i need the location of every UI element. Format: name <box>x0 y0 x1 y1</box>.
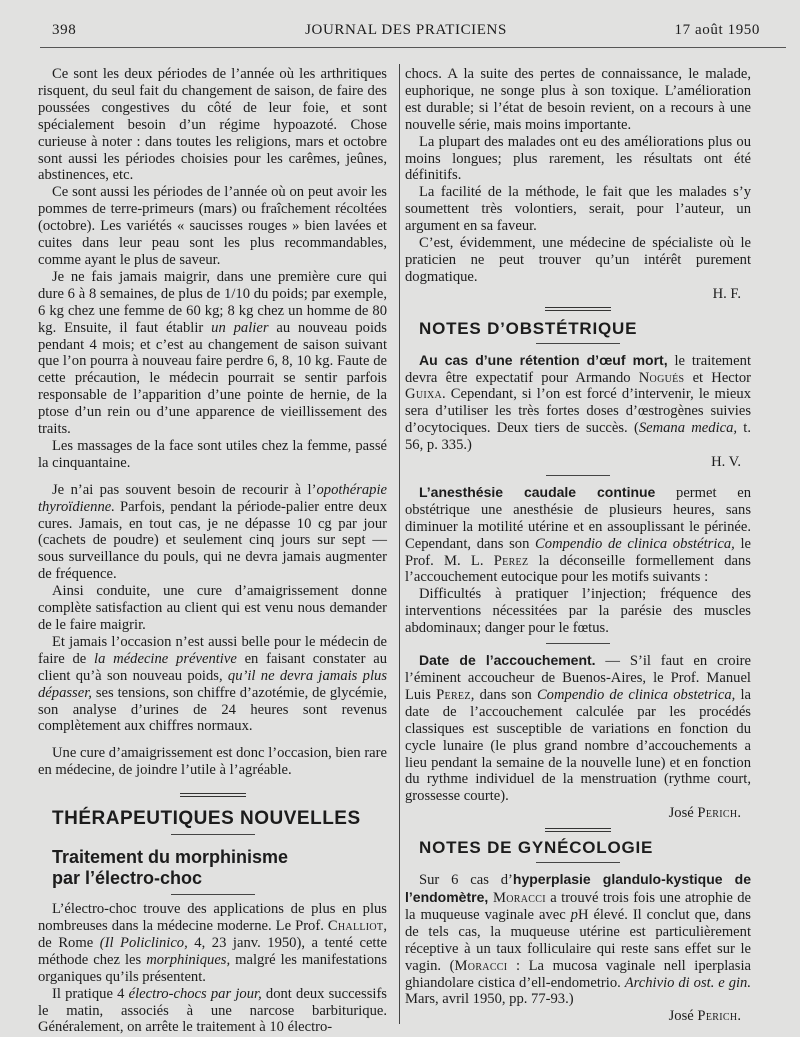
issue-date: 17 août 1950 <box>674 22 760 38</box>
page-number: 398 <box>52 22 77 38</box>
right-column <box>405 66 751 1025</box>
running-header <box>52 22 760 44</box>
section-title: NOTES D’OBSTÉTRIQUE <box>419 318 638 338</box>
paragraph: Ainsi conduite, une cure d’amaigrissement donne complète satisfaction au client qui est venu nous demander de le faire maigrir. <box>38 583 387 633</box>
note-paragraph: Au cas d’une rétention d’œuf mort, le traitement devra être expectatif pour Armando Nogués et Hector Guixa. Cependant, si l’on est forcé d’intervenir, le mieux sera d’utiliser les très fortes doses d’œstrogènes suivies d’ocytociques. Deux tiers de succès. (Semana medica, t. 56, p. 335.) <box>405 351 751 454</box>
signature: José Perich. <box>668 1008 741 1025</box>
section-title: THÉRAPEUTIQUES NOUVELLES <box>52 808 361 830</box>
paragraph: Il pratique 4 électro-chocs par jour, dont deux successifs le matin, associés à une narcose barbiturique. Généralement, on arrête le traitement à 10 électro- <box>38 985 387 1036</box>
paragraph: Ce sont les deux périodes de l’année où les arthritiques risquent, du seul fait du changement de saison, de faire des poussées congestives du côté de leur foie, et sont spécialement besoin d’un régime hypoazoté. Chose curieuse à noter : dans toutes les religions, mars et octobre sont aussi les périodes choisies pour les carêmes, jeûnes, abstinences, etc. <box>38 66 387 184</box>
signature: H. V. <box>711 454 741 471</box>
header-rule <box>40 47 786 48</box>
note-paragraph: L’anesthésie caudale continue permet en obstétrique une anesthésie de plusieurs heures, sans diminuer la motilité utérine et en assouplissant le périnée. Cependant, dans son Compendio de clinica obstétrica, le Prof. M. L. Perez la déconseille formellement dans l’accouchement eutocique pour les motifs suivants : <box>405 483 751 586</box>
column-divider <box>399 64 400 1024</box>
paragraph: Je ne fais jamais maigrir, dans une première cure qui dure 6 à 8 semaines, de plus de 1/10 du poids; par exemple, 6 kg chez une femme de 60 kg; 8 kg chez un homme de 80 kg. Ensuite, il faut établir un palier au nouveau poids pendant 4 mois; et c’est au changement de saison suivant que l’on pourra à nouveau faire perdre 6, 8, 10 kg. Faute de cette précaution, le médecin pourrait se sentir parfois responsable de l’apparition d’une pointe de hernie, de la ptose d’un rein ou d’une apparence de vieillissement des traits. <box>38 268 387 438</box>
paragraph: L’électro-choc trouve des applications de plus en plus nombreuses dans la médecine moderne. Le Prof. Challiot, de Rome (Il Policlinico, 4, 23 janv. 1950), a tenté cette méthode chez les morphiniques, malgré les manifestations organiques qu’ils présentent. <box>38 901 388 985</box>
article-title: par l’électro-choc <box>52 868 203 889</box>
paragraph: Difficultés à pratiquer l’injection; fréquence des interventions nécessitées par la parésie des muscles abdominaux; danger pour le fœtus. <box>405 586 751 637</box>
paragraph: Les massages de la face sont utiles chez la femme, passé la cinquantaine. <box>38 437 387 471</box>
paragraph: Et jamais l’occasion n’est aussi belle pour le médecin de faire de la médecine préventive en faisant constater au client qu’à son nouveau poids, qu’il ne devra jamais plus dépasser, ses tensions, son chiffre d’azotémie, de glycémie, son analyse d’urines de 24 heures sont revenus complètement aux chiffres normaux. <box>38 633 388 735</box>
paragraph: Ce sont aussi les périodes de l’année où on peut avoir les pommes de terre-primeurs (mars) ou fraîchement récoltées (octobre). Les variétés « saucisses rouges » bien lavées et cuites dans leur peau sont les plus recommandables, comme ayant le plus de saveur. <box>38 184 387 268</box>
note-paragraph: Sur 6 cas d’hyperplasie glandulo-kystique de l’endomètre, Moracci a trouvé trois fois une atrophie de la muqueuse vaginale avec pH élevé. Il conclut que, dans de tels cas, la muqueuse utérine est particulièrement réceptive à un taux folliculaire qui reste sans effet sur le vagin. (Moracci : La mucosa vaginale nell iperplasia ghiandolare cistica d’ell-endometrio. Archivio di ost. e gin. Mars, avril 1950, pp. 77-93.) <box>405 871 752 1008</box>
paragraph: La plupart des malades ont eu des améliorations plus ou moins longues; plus rarement, les résultats ont été définitifs. <box>405 133 751 184</box>
left-column <box>38 66 387 1036</box>
paragraph: Je n’ai pas souvent besoin de recourir à l’opothérapie thyroïdienne. Parfois, pendant la période-palier entre deux cures. Jamais, en tout cas, je ne dépasse 10 cg par jour (cachets de poudre) et seulement cinq jours sur sept — sous surveillance du pouls, qui ne devra jamais augmenter de fréquence. <box>38 481 387 583</box>
paragraph: La facilité de la méthode, le fait que les malades s’y soumettent très volontiers, serait, pour l’auteur, un argument en sa faveur. <box>405 184 751 235</box>
paragraph: chocs. A la suite des pertes de connaissance, le malade, euphorique, ne songe plus à son toxique. L’amélioration est durable; si l’état de besoin revient, on a recours à une nouvelle série, mais moins importante. <box>405 66 751 133</box>
signature: H. F. <box>712 285 741 302</box>
journal-title: JOURNAL DES PRATICIENS <box>305 22 507 38</box>
signature: José Perich. <box>668 805 741 822</box>
paragraph: C’est, évidemment, une médecine de spécialiste où le praticien ne peut trouver qu’un intérêt purement dogmatique. <box>405 235 751 285</box>
article-title: Traitement du morphinisme <box>52 847 289 868</box>
section-title: NOTES DE GYNÉCOLOGIE <box>419 838 654 858</box>
paragraph: Une cure d’amaigrissement est donc l’occasion, bien rare en médecine, de joindre l’utile à l’agréable. <box>38 745 387 779</box>
note-paragraph: Date de l’accouchement. — S’il faut en croire l’éminent accoucheur de Buenos-Aires, le Prof. Manuel Luis Perez, dans son Compendio de clinica obstetrica, la date de l’accouchement calculée par les procédés classiques est susceptible de variations en fonction du cycle lunaire (le plus grand nombre d’accouchements a lieu pendant la semaine de la nouvelle lune) et en fonction du rythme individuel de la menstruation (rythme court, grossesse courte). <box>405 652 751 805</box>
